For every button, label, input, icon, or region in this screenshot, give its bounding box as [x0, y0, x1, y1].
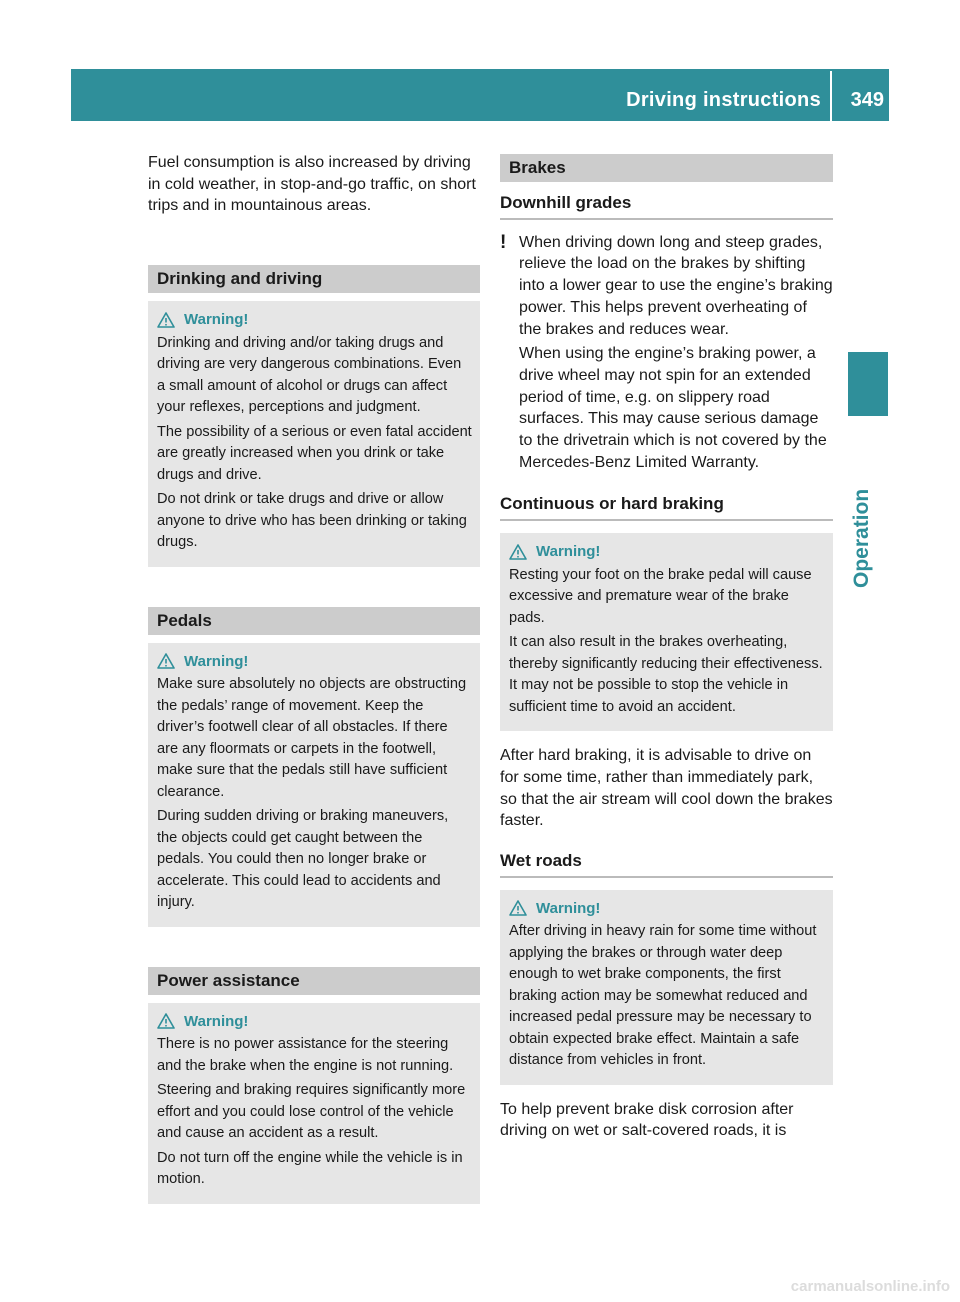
header-bar [71, 69, 889, 121]
subheading-hard-braking: Continuous or hard braking [500, 493, 833, 521]
warning-text: Steering and braking requires significantly more effort and you could lose control of the vehicle and cause an accident as a result. [157, 1082, 466, 1142]
warning-label: Warning! [536, 543, 601, 561]
warning-head [157, 1011, 472, 1033]
warning-drinking [148, 301, 480, 567]
left-column [148, 152, 480, 1204]
warning-text: Resting your foot on the brake pedal will cause excessive and premature wear of the brake pads. [509, 566, 812, 626]
warning-label: Warning! [184, 311, 249, 329]
note-text: When driving down long and steep grades, relieve the load on the brakes by shifting into a lower gear to use the engine’s braking power. This helps prevent overheating of the brakes and reduces wear. [519, 233, 833, 338]
warning-text: Make sure absolutely no objects are obstructing the pedals’ range of movement. Keep the driver’s footwell clear of all obstacles. If there are any floormats or carpets in the footwell, make sure that the pedals still have sufficient clearance. [157, 676, 467, 800]
subheading-wet-roads: Wet roads [500, 850, 833, 878]
warning-text: Do not turn off the engine while the vehicle is in motion. [157, 1149, 463, 1188]
warning-triangle-icon [157, 1013, 175, 1029]
warning-text: After driving in heavy rain for some time without applying the brakes or through water deep enough to wet brake components, the first braking action may be somewhat reduced and increased pedal pressure may be necessary to obtain expected brake effect. Maintain a safe distance from vehicles in front. [509, 923, 817, 1069]
intro-paragraph: Fuel consumption is also increased by driving in cold weather, in stop-and-go traffic, on short trips and in mountainous areas. [148, 154, 476, 215]
side-tab-block [848, 352, 888, 416]
warning-text: It can also result in the brakes overheating, thereby significantly reducing their effectiveness. It may not be possible to stop the vehicle in sufficient time to avoid an accident. [509, 634, 823, 715]
header-divider [830, 71, 832, 121]
section-title: Driving instructions [626, 89, 821, 111]
warning-text: Do not drink or take drugs and drive or allow anyone to drive who has been drinking or taking drugs. [157, 491, 467, 551]
warning-head [157, 309, 472, 331]
note-text: When using the engine’s braking power, a drive wheel may not spin for an extended period of time, e.g. on slippery road surfaces. This may cause serious damage to the drivetrain which is not covered by the Mercedes-Benz Limited Warranty. [519, 345, 827, 471]
section-drinking: Drinking and driving [148, 265, 480, 293]
warning-label: Warning! [536, 899, 601, 917]
warning-triangle-icon [509, 900, 527, 916]
warning-pedals [148, 643, 480, 927]
warning-label: Warning! [184, 1012, 249, 1030]
subheading-downhill-grades: Downhill grades [500, 192, 833, 220]
warning-head [509, 898, 825, 920]
side-tab-label: Operation [850, 488, 873, 588]
note-downhill [500, 232, 833, 474]
watermark: carmanualsonline.info [790, 1278, 950, 1295]
warning-wet-roads [500, 890, 833, 1085]
section-brakes: Brakes [500, 154, 833, 182]
warning-head [509, 541, 825, 563]
warning-triangle-icon [509, 544, 527, 560]
warning-power [148, 1003, 480, 1204]
section-pedals: Pedals [148, 607, 480, 635]
wet-roads-paragraph: To help prevent brake disk corrosion after driving on wet or salt-covered roads, it is [500, 1100, 794, 1140]
warning-text: Drinking and driving and/or taking drugs and driving are very dangerous combinations. Even a small amount of alcohol or drugs can affect your reflexes, perceptions and judgment. [157, 334, 462, 416]
right-column [500, 154, 833, 1142]
warning-text: There is no power assistance for the steering and the brake when the engine is not running. [157, 1036, 454, 1074]
warning-label: Warning! [184, 652, 249, 670]
section-power-assistance: Power assistance [148, 967, 480, 995]
warning-head [157, 651, 472, 673]
warning-triangle-icon [157, 312, 175, 328]
page-number: 349 [850, 89, 884, 111]
hard-braking-paragraph: After hard braking, it is advisable to drive on for some time, rather than immediately park, so that the air stream will cool down the brakes faster. [500, 747, 833, 830]
warning-hard-braking [500, 533, 833, 731]
exclamation-icon: ! [500, 231, 507, 253]
warning-triangle-icon [157, 653, 175, 669]
warning-text: The possibility of a serious or even fatal accident are greatly increased when you drink or take drugs and drive. [157, 423, 472, 483]
warning-text: During sudden driving or braking maneuvers, the objects could get caught between the pedals. You could then no longer brake or accelerate. This could lead to accidents and injury. [157, 808, 449, 911]
